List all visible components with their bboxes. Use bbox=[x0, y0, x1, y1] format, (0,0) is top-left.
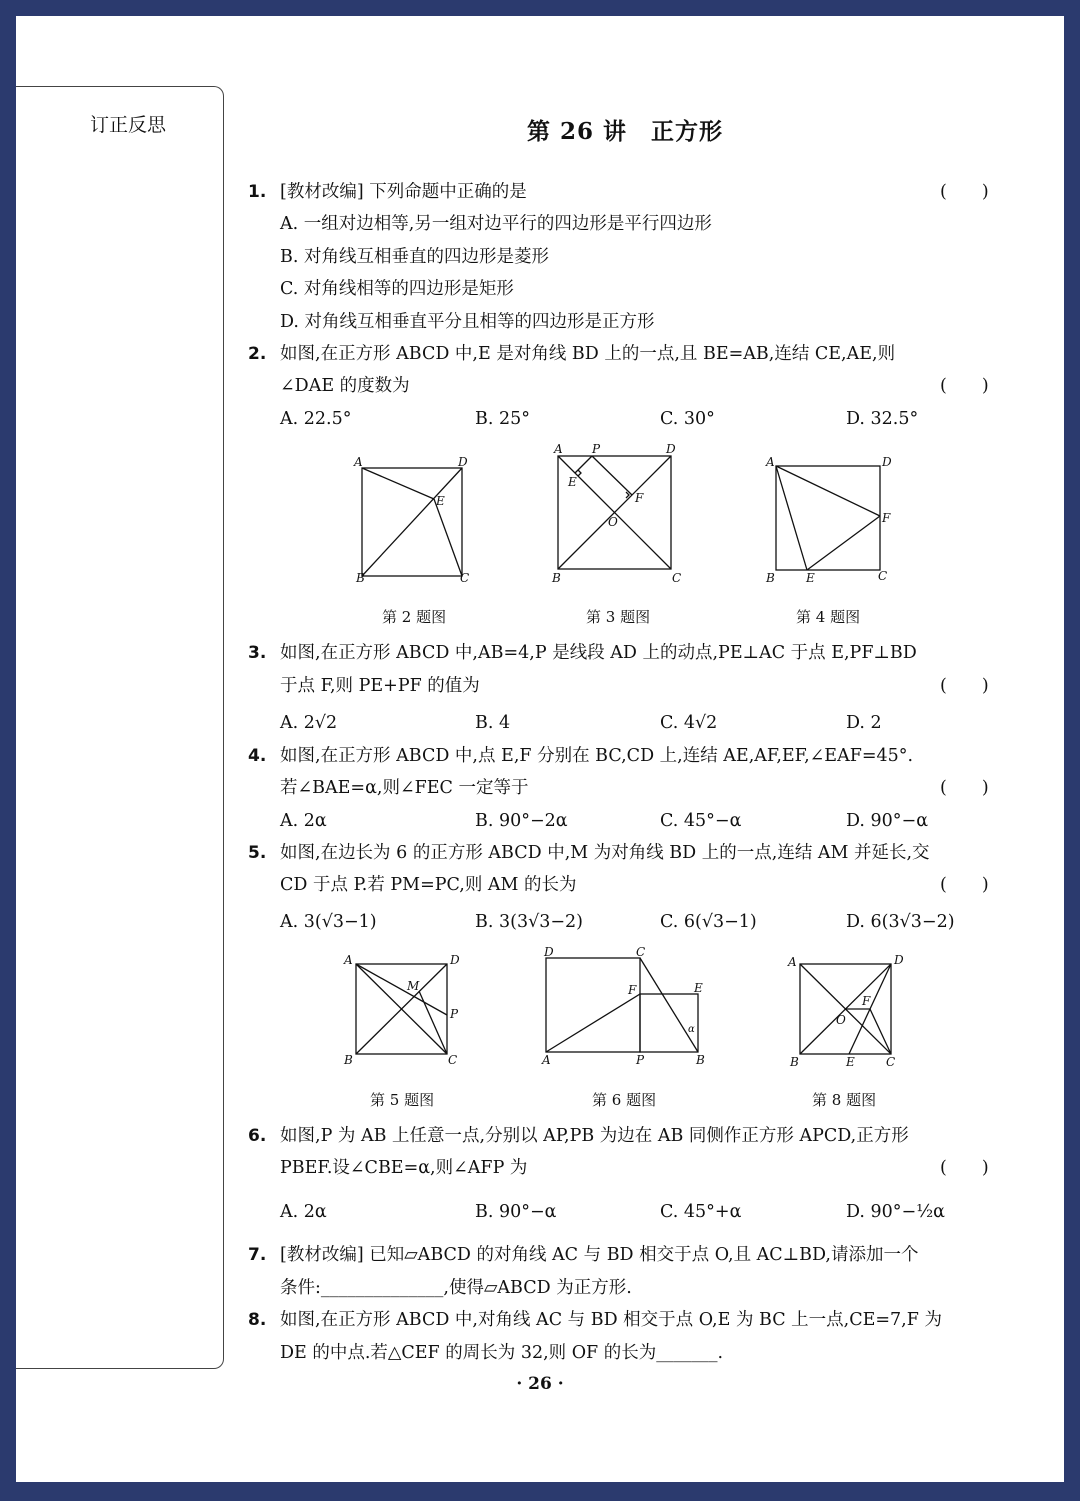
fig2-label-c: C bbox=[460, 571, 470, 585]
q6-option-b: B. 90°−α bbox=[475, 1202, 557, 1222]
q5-number: 5. bbox=[248, 843, 267, 863]
figure-q8 bbox=[786, 950, 916, 1072]
fig6-label-alpha: α bbox=[688, 1024, 695, 1035]
q6-option-a: A. 2α bbox=[280, 1202, 327, 1222]
q4-line2: 若∠BAE=α,则∠FEC 一定等于 bbox=[280, 778, 529, 798]
q5-line2: CD 于点 P.若 PM=PC,则 AM 的长为 bbox=[280, 875, 577, 895]
q7-number: 7. bbox=[248, 1245, 267, 1265]
q1-number: 1. bbox=[248, 182, 267, 202]
fig5-label-a: A bbox=[344, 953, 353, 967]
fig2-segment-ce bbox=[434, 499, 462, 576]
fig4-label-e: E bbox=[806, 571, 815, 585]
fig4-segment-ef bbox=[807, 516, 880, 570]
q5-option-d: D. 6(3√3−2) bbox=[846, 912, 955, 932]
fig3-label-f: F bbox=[635, 491, 644, 505]
q6-number: 6. bbox=[248, 1126, 267, 1146]
q4-line1: 如图,在正方形 ABCD 中,点 E,F 分别在 BC,CD 上,连结 AE,AF,EF,∠EAF=45°. bbox=[280, 746, 914, 766]
figure-q3 bbox=[548, 440, 688, 590]
caption-fig3: 第 3 题图 bbox=[586, 608, 651, 626]
fig3-label-o: O bbox=[608, 515, 618, 529]
q4-number: 4. bbox=[248, 746, 267, 766]
q2-option-b: B. 25° bbox=[475, 409, 531, 429]
fig6-square-apcd bbox=[546, 958, 640, 1052]
q5-option-c: C. 6(√3−1) bbox=[660, 912, 757, 932]
fig6-label-a: A bbox=[542, 1053, 551, 1067]
q1-stem: [教材改编] 下列命题中正确的是 bbox=[280, 182, 527, 202]
q5-option-a: A. 3(√3−1) bbox=[280, 912, 377, 932]
fig5-label-d: D bbox=[450, 953, 460, 967]
fig3-label-b: B bbox=[552, 571, 561, 585]
caption-fig6: 第 6 题图 bbox=[592, 1091, 657, 1109]
fig6-segment-cb bbox=[640, 958, 698, 1052]
q1-answer-bracket: ( ) bbox=[940, 182, 989, 202]
fig6-label-p: P bbox=[636, 1053, 645, 1067]
q4-option-a: A. 2α bbox=[280, 811, 327, 831]
q7-line1: [教材改编] 已知▱ABCD 的对角线 AC 与 BD 相交于点 O,且 AC⊥BD,请添加一个 bbox=[280, 1245, 919, 1265]
reflection-sidebar bbox=[16, 86, 224, 1369]
q7-line2: 条件:______________,使得▱ABCD 为正方形. bbox=[280, 1278, 632, 1298]
q2-option-d: D. 32.5° bbox=[846, 409, 919, 429]
fig8-segment-fc bbox=[870, 1009, 891, 1054]
q6-answer-bracket: ( ) bbox=[940, 1158, 989, 1178]
q4-option-d: D. 90°−α bbox=[846, 811, 929, 831]
fig6-label-e: E bbox=[694, 981, 703, 995]
q3-option-b: B. 4 bbox=[475, 713, 511, 733]
q1-option-d: D. 对角线互相垂直平分且相等的四边形是正方形 bbox=[280, 312, 655, 332]
caption-fig8: 第 8 题图 bbox=[812, 1091, 877, 1109]
fig6-label-b: B bbox=[696, 1053, 705, 1067]
fig8-label-d: D bbox=[894, 953, 904, 967]
q2-line1: 如图,在正方形 ABCD 中,E 是对角线 BD 上的一点,且 BE=AB,连结 CE,AE,则 bbox=[280, 344, 896, 364]
caption-fig2: 第 2 题图 bbox=[382, 608, 447, 626]
q5-line1: 如图,在边长为 6 的正方形 ABCD 中,M 为对角线 BD 上的一点,连结 AM 并延长,交 bbox=[280, 843, 930, 863]
q6-line1: 如图,P 为 AB 上任意一点,分别以 AP,PB 为边在 AB 同侧作正方形 APCD,正方形 bbox=[280, 1126, 909, 1146]
q1-option-c: C. 对角线相等的四边形是矩形 bbox=[280, 279, 514, 299]
fig5-label-m: M bbox=[407, 979, 420, 993]
q3-line1: 如图,在正方形 ABCD 中,AB=4,P 是线段 AD 上的动点,PE⊥AC 于点 E,PF⊥BD bbox=[280, 643, 917, 663]
figure-q2 bbox=[350, 452, 480, 592]
q2-line2: ∠DAE 的度数为 bbox=[280, 376, 410, 396]
figure-q4 bbox=[764, 452, 904, 592]
fig5-label-p: P bbox=[450, 1007, 459, 1021]
fig4-segment-ae bbox=[776, 466, 807, 570]
q8-number: 8. bbox=[248, 1310, 267, 1330]
q6-line2: PBEF.设∠CBE=α,则∠AFP 为 bbox=[280, 1158, 528, 1178]
q1-option-b: B. 对角线互相垂直的四边形是菱形 bbox=[280, 247, 549, 267]
fig2-label-d: D bbox=[458, 455, 468, 469]
q1-option-a: A. 一组对边相等,另一组对边平行的四边形是平行四边形 bbox=[280, 214, 712, 234]
fig6-label-c: C bbox=[636, 945, 646, 959]
fig8-label-b: B bbox=[790, 1055, 799, 1069]
q3-line2: 于点 F,则 PE+PF 的值为 bbox=[280, 676, 480, 696]
figure-q6 bbox=[536, 942, 716, 1072]
figure-q5 bbox=[340, 950, 470, 1072]
fig3-label-d: D bbox=[666, 442, 676, 456]
q6-option-d: D. 90°−½α bbox=[846, 1202, 945, 1222]
fig6-label-d: D bbox=[544, 945, 554, 959]
fig3-label-a: A bbox=[554, 442, 563, 456]
fig2-label-b: B bbox=[356, 571, 365, 585]
page-title: 第 26 讲 正方形 bbox=[526, 118, 724, 145]
fig4-segment-af bbox=[776, 466, 880, 516]
q8-line2: DE 的中点.若△CEF 的周长为 32,则 OF 的长为_______. bbox=[280, 1343, 724, 1363]
caption-fig5: 第 5 题图 bbox=[370, 1091, 435, 1109]
fig4-label-c: C bbox=[878, 569, 888, 583]
fig4-label-b: B bbox=[766, 571, 775, 585]
fig2-label-a: A bbox=[354, 455, 363, 469]
q2-option-a: A. 22.5° bbox=[280, 409, 352, 429]
q4-option-b: B. 90°−2α bbox=[475, 811, 568, 831]
q5-option-b: B. 3(3√3−2) bbox=[475, 912, 583, 932]
fig5-label-c: C bbox=[448, 1053, 458, 1067]
fig5-label-b: B bbox=[344, 1053, 353, 1067]
fig8-label-a: A bbox=[788, 955, 797, 969]
fig4-label-d: D bbox=[882, 455, 892, 469]
fig6-label-f: F bbox=[628, 983, 637, 997]
caption-fig4: 第 4 题图 bbox=[796, 608, 861, 626]
fig8-label-o: O bbox=[836, 1013, 846, 1027]
fig2-diagonal-bd bbox=[362, 468, 462, 576]
fig8-label-f: F bbox=[862, 994, 871, 1008]
fig5-segment-mc bbox=[419, 991, 447, 1054]
fig4-label-a: A bbox=[766, 455, 775, 469]
q3-number: 3. bbox=[248, 643, 267, 663]
fig3-segment-pf bbox=[592, 456, 632, 495]
q6-option-c: C. 45°+α bbox=[660, 1202, 742, 1222]
fig8-label-e: E bbox=[846, 1055, 855, 1069]
fig2-segment-ae bbox=[362, 468, 434, 499]
fig8-label-c: C bbox=[886, 1055, 896, 1069]
q3-answer-bracket: ( ) bbox=[940, 676, 989, 696]
page-number: · 26 · bbox=[516, 1374, 564, 1394]
fig3-label-e: E bbox=[568, 475, 577, 489]
q8-line1: 如图,在正方形 ABCD 中,对角线 AC 与 BD 相交于点 O,E 为 BC 上一点,CE=7,F 为 bbox=[280, 1310, 942, 1330]
fig3-label-p: P bbox=[592, 442, 601, 456]
q2-answer-bracket: ( ) bbox=[940, 376, 989, 396]
q4-option-c: C. 45°−α bbox=[660, 811, 742, 831]
q3-option-a: A. 2√2 bbox=[280, 713, 338, 733]
fig3-right-angle-f bbox=[626, 492, 629, 498]
fig5-segment-ap bbox=[356, 964, 447, 1015]
q5-answer-bracket: ( ) bbox=[940, 875, 989, 895]
fig4-label-f: F bbox=[882, 511, 891, 525]
fig3-right-angle-e bbox=[578, 470, 581, 476]
sidebar-title: 订正反思 bbox=[90, 114, 167, 136]
fig2-label-e: E bbox=[436, 494, 445, 508]
fig6-segment-af bbox=[546, 994, 640, 1052]
q3-option-d: D. 2 bbox=[846, 713, 882, 733]
q4-answer-bracket: ( ) bbox=[940, 778, 989, 798]
q2-option-c: C. 30° bbox=[660, 409, 715, 429]
fig6-square-pbef bbox=[640, 994, 698, 1052]
q2-number: 2. bbox=[248, 344, 267, 364]
fig3-label-c: C bbox=[672, 571, 682, 585]
q3-option-c: C. 4√2 bbox=[660, 713, 718, 733]
